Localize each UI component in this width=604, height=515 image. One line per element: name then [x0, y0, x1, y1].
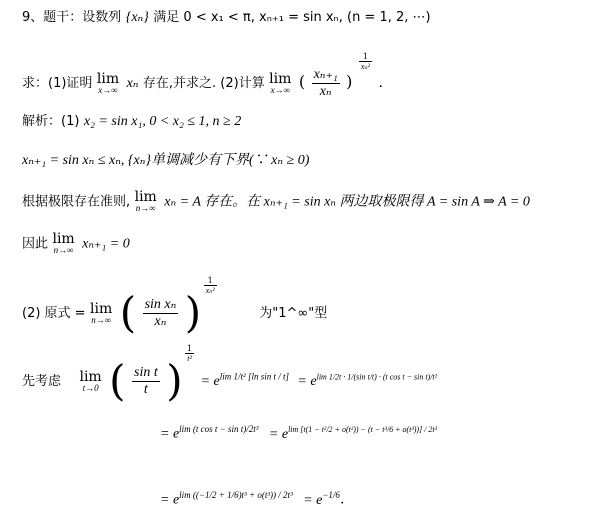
sequence-symbol: {xₙ} [125, 10, 149, 25]
part2-exponent [204, 276, 217, 295]
lim-subscript: x→∞ [98, 84, 118, 95]
question-label: 求：(1)证明 [22, 76, 93, 91]
question-end: . [378, 75, 383, 91]
question-xn: xₙ [126, 76, 139, 91]
consider-eq1: = e [200, 374, 220, 389]
fraction-numerator: sin t [134, 364, 158, 380]
part2-type: 为"1^∞"型 [259, 306, 328, 321]
consider-exp1: lim 1/t² [ln sin t / t] [219, 371, 289, 382]
criterion-text: 根据极限存在准则, [22, 194, 131, 210]
step2-exp2: lim [t(1 − t²/2 + o(t²)) − (t − t³/6 + o(t³))] / 2t³ [288, 425, 438, 434]
question-exponent [359, 52, 372, 71]
lim-word: lim [134, 189, 157, 205]
question-limit-2 [269, 72, 291, 95]
lim-subscript: x→∞ [270, 84, 290, 95]
lim-word: lim [79, 368, 102, 385]
lim-word: lim [96, 70, 120, 87]
step3-eq: = e [160, 492, 180, 508]
consider-exp2: lim 1/2t · 1/(sin t/t) · (t cos t − sin t)/t² [316, 372, 438, 382]
consider-exponent [185, 344, 194, 363]
conclusion-result: xₙ₊₁ = 0 [82, 236, 130, 252]
fraction-denominator: xₙ [319, 83, 332, 99]
solution-label: 解析：(1) [22, 114, 80, 129]
part2-fraction [143, 297, 179, 330]
consider-eq2: = e [297, 374, 317, 389]
step-line-2 [160, 420, 437, 444]
conclusion-label: 因此 [22, 236, 49, 252]
step2-eq: = e [160, 426, 180, 442]
consider-label: 先考虑 [22, 374, 62, 389]
exponent-numerator: 1 [187, 344, 193, 353]
question-limit [97, 72, 119, 95]
step3-end: . [339, 491, 345, 508]
question-fraction [312, 67, 340, 100]
consider-line: 先考虑 lim t→0 ( $\frac{\text{sin t}}{t}$ ) $\frac{1}{\text{t²}}$ = $e^{lim 1/t^2 [ln sin t / t]} = e^{lim 1/2t \cdot 1/(sin t/t) \cdot (t cos t - sin t)/t^2}$ [22, 344, 438, 405]
part2-limit [90, 302, 112, 325]
exponent-numerator: 1 [204, 276, 217, 286]
step3-exp: lim ((−1/2 + 1/6)t³ + o(t³)) / 2t³ [179, 490, 293, 500]
question-mid: 存在,并求之. (2)计算 [142, 76, 265, 91]
exponent-numerator: 1 [359, 52, 372, 62]
consider-fraction [132, 365, 160, 398]
fraction-numerator: xₙ₊₁ [313, 66, 338, 82]
part2-label: (2) 原式 = [22, 306, 86, 321]
lim-subscript: n→∞ [91, 314, 112, 325]
lim-word: lim [52, 231, 75, 247]
monotone-line: xₙ₊₁ = sin xₙ ≤ xₙ, {xₙ}单调减少有下界(∵ xₙ ≥ 0) [22, 153, 310, 168]
lim-word: lim [90, 300, 113, 317]
lim-word: lim [269, 70, 292, 87]
criterion-limit [135, 190, 157, 213]
question-line: 求：(1)证明 lim x→∞ xₙ 存在,并求之. (2)计算 lim x→∞ ( $\frac{\text{xₙ₊₁}}{\text{xₙ}}$ ) $\frac{1}{\text{xₙ²}}$ . [22, 52, 383, 99]
step2-exp: lim (t cos t − sin t)/2t³ [179, 424, 259, 434]
consider-limit [79, 370, 101, 393]
exponent-denominator: xₙ² [205, 286, 215, 295]
part2-line: (2) 原式 = lim n→∞ ( $\frac{\text{sin xₙ}}{\text{xₙ}}$ ) $\frac{1}{\text{xₙ²}}$ 为"1^∞"型 [22, 276, 328, 337]
limit-criterion-line [22, 190, 530, 213]
lim-subscript: n→∞ [135, 203, 156, 213]
exponent-denominator: xₙ² [360, 62, 371, 71]
problem-title [22, 8, 431, 27]
exponent-denominator: t² [187, 354, 192, 363]
solution-start [22, 112, 241, 131]
lim-subscript: n→∞ [53, 245, 74, 255]
conclusion-line [22, 232, 130, 255]
problem-condition: 满足 0 < x₁ < π, xₙ₊₁ = sin xₙ, (n = 1, 2, ⋯) [153, 10, 431, 25]
fraction-denominator: xₙ [154, 313, 167, 329]
step2-eq2: = e [268, 426, 289, 442]
step3-exp2: −1/6 [322, 490, 340, 500]
step3-eq2: = e [303, 492, 323, 508]
problem-title-label: 9、题干：设数列 [22, 10, 122, 25]
solution-step1: x₂ = sin x₁, 0 < x₂ ≤ 1, n ≥ 2 [83, 114, 242, 129]
criterion-result: xₙ = A 存在。在 xₙ₊₁ = sin xₙ 两边取极限得 A = sin A ⇒ A = 0 [164, 194, 530, 210]
conclusion-limit [52, 232, 74, 255]
lim-subscript: t→0 [82, 382, 99, 393]
fraction-denominator: t [143, 381, 148, 397]
fraction-numerator: sin xₙ [144, 296, 177, 312]
step-line-3 [160, 486, 344, 510]
